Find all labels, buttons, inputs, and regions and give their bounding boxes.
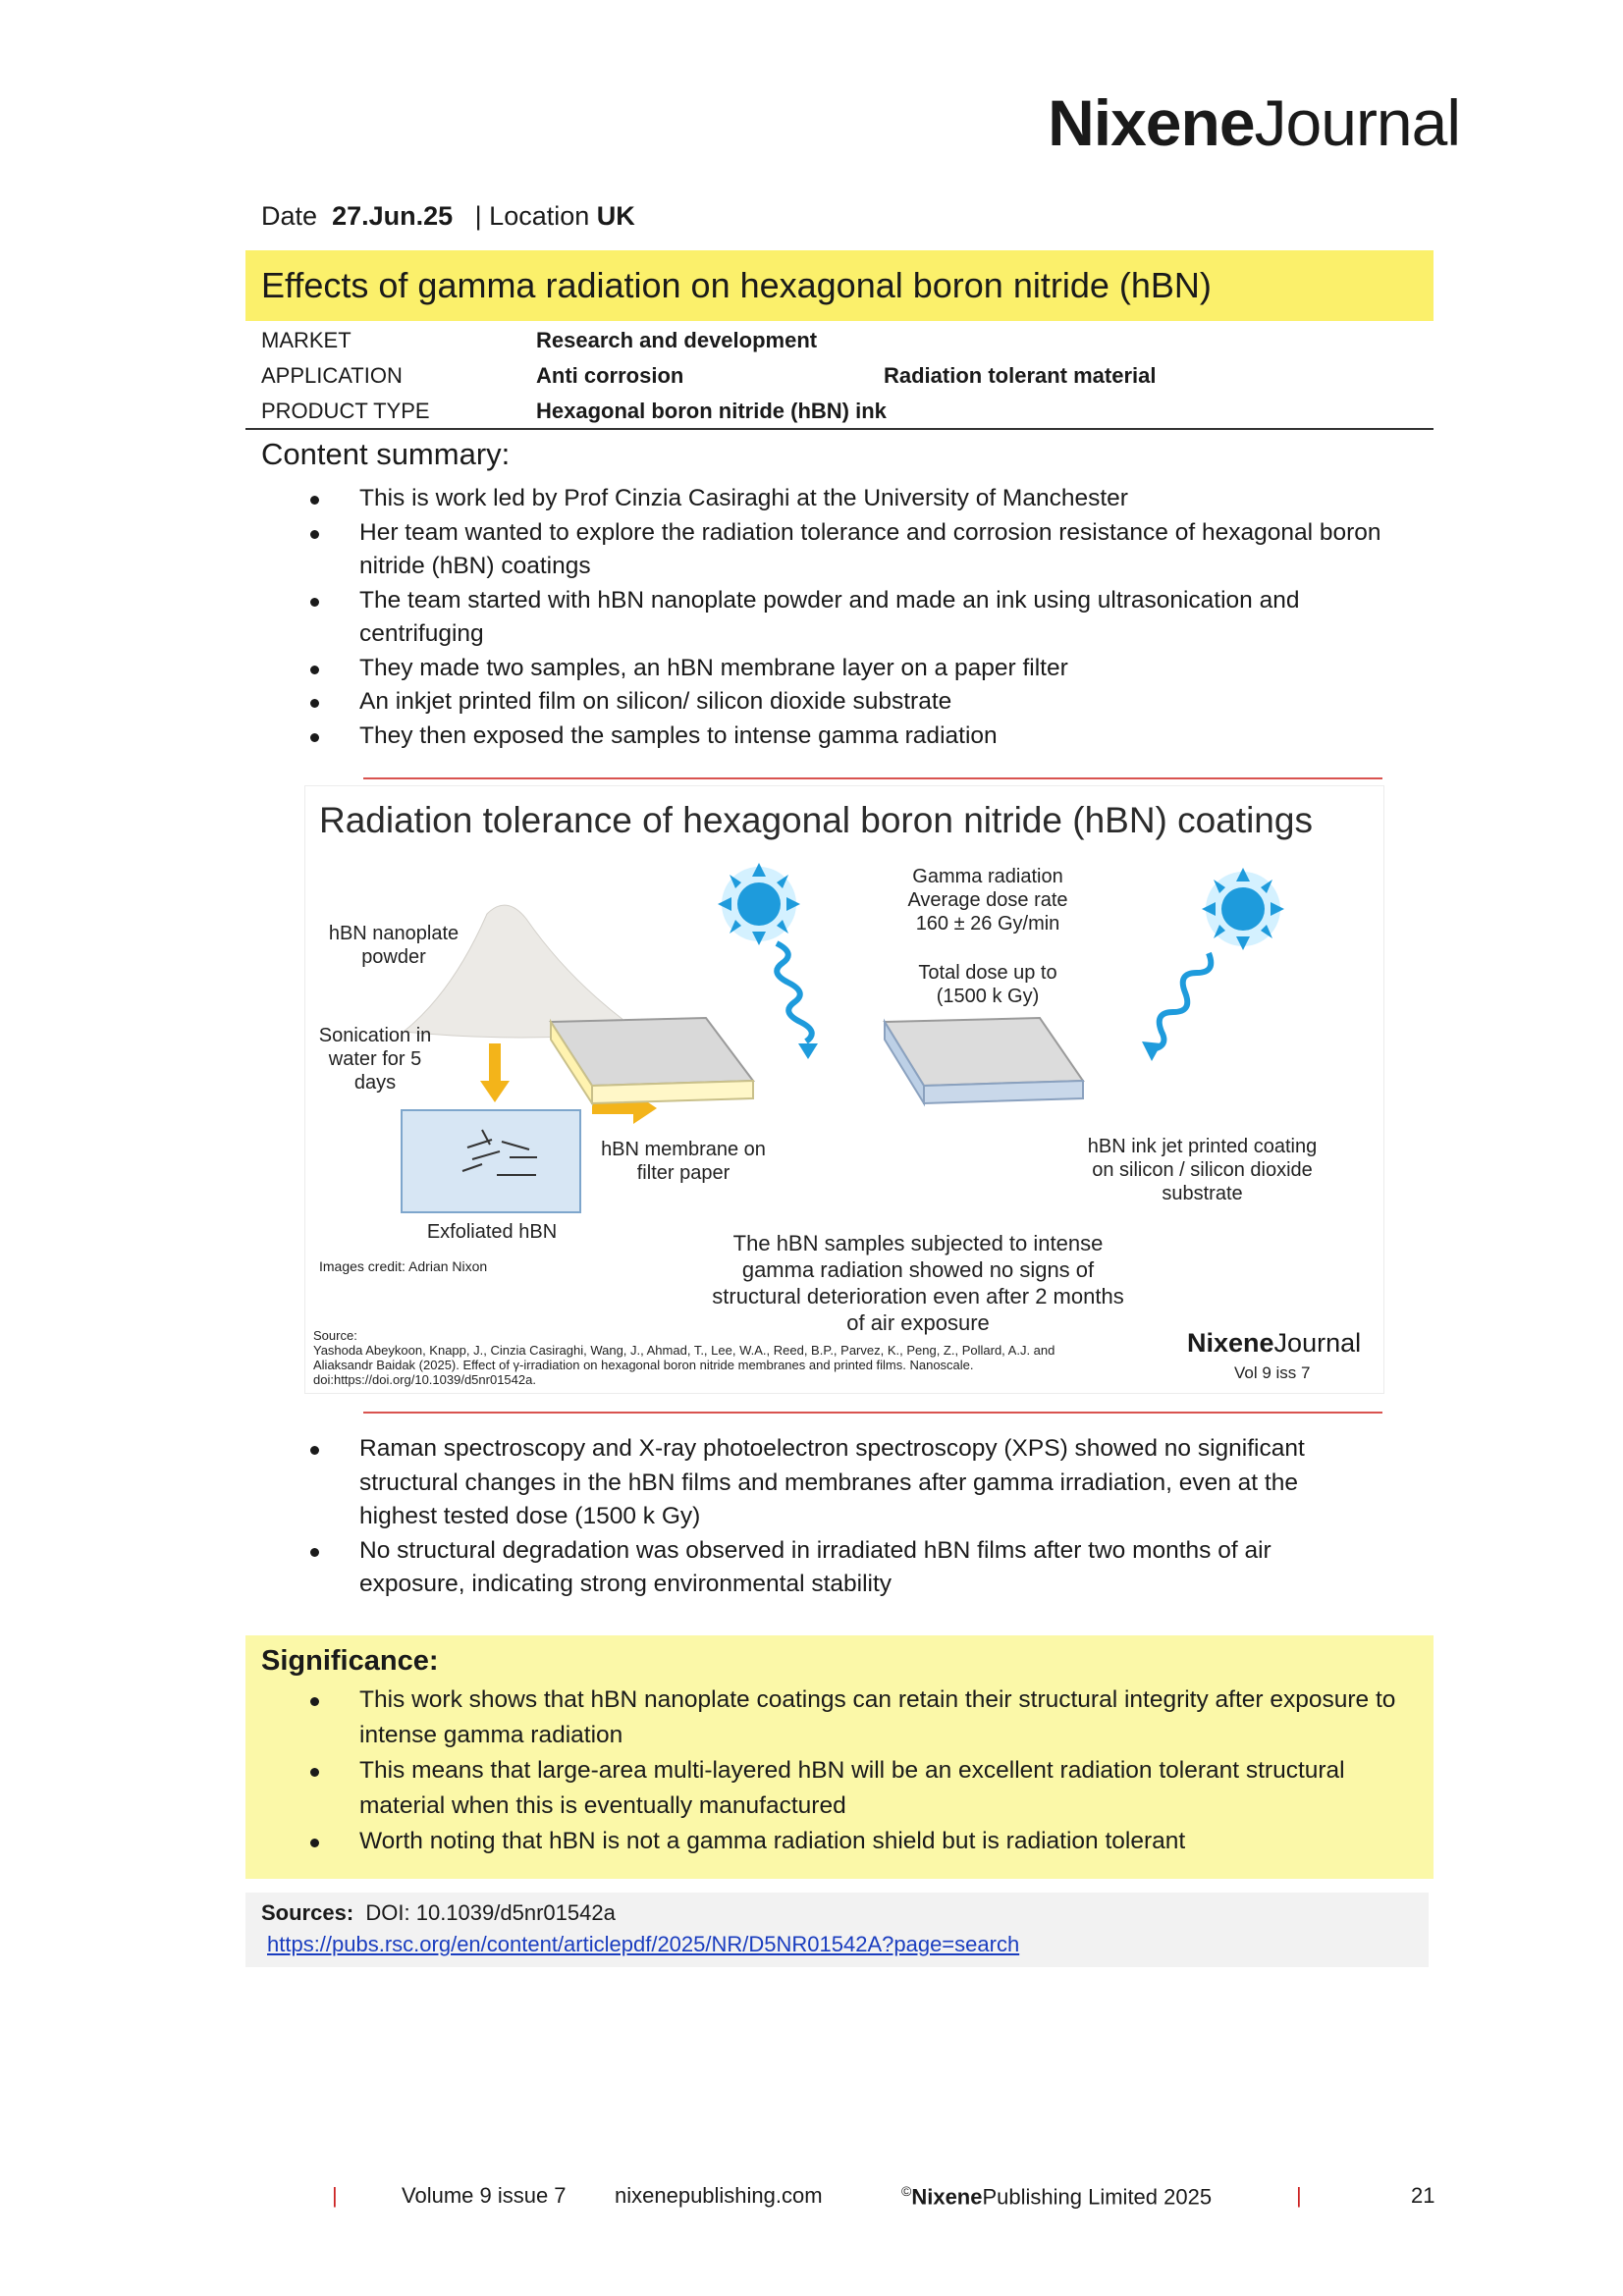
list-item-text: They then exposed the samples to intense gamma radiation [359,721,998,749]
list-item [261,1753,1410,1824]
list-item [261,584,1390,652]
images-credit: Images credit: Adrian Nixon [319,1258,488,1274]
list-item-text: Her team wanted to explore the radiation tolerance and corrosion resistance of hexagonal boron nitride (hBN) coatings [359,518,1381,579]
location-value: UK [596,201,635,231]
list-item [261,1682,1410,1753]
gamma-wave-arrow-icon-1 [798,1043,818,1059]
exfoliated-label: Exfoliated hBN [426,1221,558,1243]
sonication-label: Sonication in water for 5 days [318,1025,432,1094]
product-label: PRODUCT TYPE [261,399,430,423]
right-arrow-shaft [592,1102,635,1114]
application-value-2: Radiation tolerant material [884,363,1157,388]
sun-icon-1 [718,863,800,945]
gamma-wave-arrow-icon-2 [1142,1041,1162,1061]
date-value: 27.Jun.25 [332,201,454,231]
date-label: Date [261,201,318,231]
footer-volume: Volume 9 issue 7 [402,2183,567,2208]
bullet-icon [310,1548,319,1557]
membrane-label: hBN membrane on filter paper [601,1139,766,1184]
market-value: Research and development [536,328,818,352]
list-item-text: The team started with hBN nanoplate powder and made an ink using ultrasonication and centrifuging [359,586,1300,647]
market-label: MARKET [261,328,352,352]
sources-doi: DOI: 10.1039/d5nr01542a [365,1900,616,1925]
copyright-bold: Nixene [911,2184,983,2210]
dateline [261,201,635,232]
sources-box [245,1893,1429,1967]
source-line-3: doi:https://doi.org/10.1039/d5nr01542a. [313,1372,536,1387]
figure-title: Radiation tolerance of hexagonal boron nitride (hBN) coatings [319,800,1313,840]
down-arrow-head-icon [480,1081,510,1102]
figure-logo-light: Journal [1273,1328,1362,1358]
bullet-icon [310,666,319,674]
list-item [261,1824,1410,1859]
dose-label: Total dose up to (1500 k Gy) [918,962,1057,1007]
page-number: 21 [1411,2183,1435,2208]
list-item-text: Raman spectroscopy and X-ray photoelectron spectroscopy (XPS) showed no significant structural changes in the hBN films and membranes after gamma irradiation, even at the highest tested dose (1500 k Gy) [359,1435,1305,1529]
source-heading: Source: [313,1328,357,1343]
bullet-icon [310,699,319,708]
gamma-label: Gamma radiation Average dose rate 160 ± 26 Gy/min [907,866,1068,934]
water-container-icon [402,1110,580,1212]
list-item [261,1534,1371,1602]
list-item-text: This means that large-area multi-layered hBN will be an excellent radiation tolerant structural material when this is eventually manufactured [359,1757,1345,1819]
bullet-icon [310,1768,319,1777]
summary-list-2 [261,1432,1371,1602]
list-item [261,720,1390,754]
application-value-1: Anti corrosion [536,363,684,388]
membrane-plate-front [592,1081,753,1103]
summary-heading: Content summary: [261,437,511,471]
application-label: APPLICATION [261,363,403,388]
list-item [261,685,1390,720]
article-title: Effects of gamma radiation on hexagonal boron nitride (hBN) [261,265,1212,305]
inkjet-label: hBN ink jet printed coating on silicon / silicon dioxide substrate [1087,1136,1318,1204]
source-line-2: Aliaksandr Baidak (2025). Effect of γ-irradiation on hexagonal boron nitride membranes and printed films. Nanoscale. [313,1358,974,1372]
footer-site: nixenepublishing.com [615,2183,823,2208]
figure-volume: Vol 9 iss 7 [1234,1363,1311,1382]
copyright-symbol: © [901,2183,912,2199]
figure-logo [1187,1328,1361,1359]
logo-light: Journal [1254,86,1460,159]
list-item [261,1432,1371,1534]
bullet-icon [310,733,319,742]
down-arrow-shaft [489,1043,501,1085]
significance-list [261,1682,1410,1859]
journal-logo [1048,86,1460,159]
list-item-text: They made two samples, an hBN membrane layer on a paper filter [359,654,1068,681]
silicon-plate-front [924,1081,1083,1103]
footer-copyright [901,2183,1212,2210]
figure-logo-bold: Nixene [1187,1328,1274,1358]
location-label: | Location [474,201,590,231]
sources-link[interactable]: https://pubs.rsc.org/en/content/articlepdf/2025/NR/D5NR01542A?page=search [267,1932,1020,1956]
significance-heading: Significance: [261,1645,439,1677]
divider-top [363,777,1382,779]
summary-list [261,482,1390,753]
list-item-text: Worth noting that hBN is not a gamma radiation shield but is radiation tolerant [359,1828,1186,1854]
bullet-icon [310,1697,319,1706]
figure-conclusion: The hBN samples subjected to intense gamma radiation showed no signs of structural deterioration even after 2 months of air exposure [712,1231,1124,1335]
footer-separator-left: | [332,2183,338,2208]
bullet-icon [310,1446,319,1455]
product-value: Hexagonal boron nitride (hBN) ink [536,399,887,423]
meta-table [245,324,1434,430]
list-item [261,482,1390,516]
sun-icon-2 [1202,868,1284,950]
list-item [261,516,1390,584]
source-line-1: Yashoda Abeykoon, Knapp, J., Cinzia Casiraghi, Wang, J., Ahmad, T., Lee, W.A., Reed, B.P., Parvez, K., Peng, Z., Pollard, A.J. and [313,1343,1055,1358]
footer-separator-right: | [1296,2183,1302,2208]
significance-box [245,1635,1434,1879]
list-item-text: This work shows that hBN nanoplate coatings can retain their structural integrity after exposure to intense gamma radiation [359,1686,1396,1748]
bullet-icon [310,496,319,505]
sources-label: Sources: [261,1900,354,1925]
article-title-bar [245,250,1434,321]
sources-line [261,1900,616,1926]
bullet-icon [310,598,319,607]
infographic-figure [304,785,1384,1394]
gamma-wave-icon-2 [1152,953,1211,1049]
logo-bold: Nixene [1048,86,1255,159]
gamma-wave-icon-1 [777,943,812,1041]
bullet-icon [310,1839,319,1847]
bullet-icon [310,530,319,539]
divider-bottom [363,1412,1382,1414]
list-item-text: An inkjet printed film on silicon/ silicon dioxide substrate [359,688,952,715]
copyright-rest: Publishing Limited 2025 [982,2184,1213,2210]
list-item [261,652,1390,686]
list-item-text: No structural degradation was observed in irradiated hBN films after two months of air exposure, indicating strong environmental stability [359,1536,1271,1597]
powder-label: hBN nanoplate powder [328,923,460,968]
list-item-text: This is work led by Prof Cinzia Casiraghi at the University of Manchester [359,485,1128,511]
